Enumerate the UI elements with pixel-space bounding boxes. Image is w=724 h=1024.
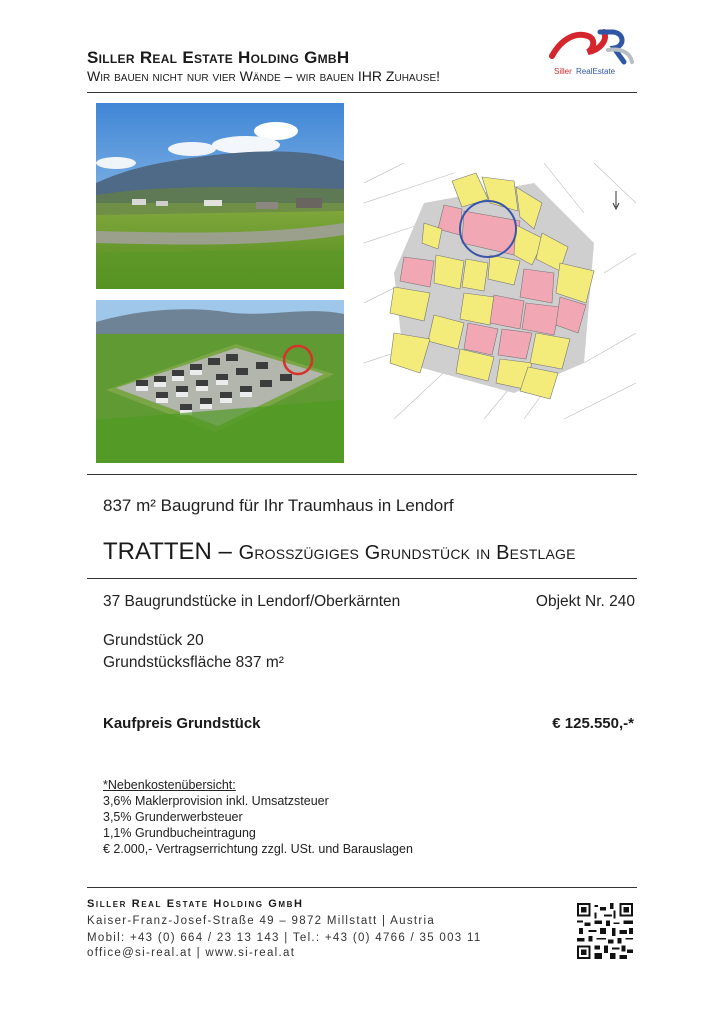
price-value: € 125.550,-* — [552, 715, 634, 732]
slogan-part-c: Zuhause! — [382, 68, 441, 84]
plot-number: Grundstück 20 — [103, 632, 204, 649]
slogan-part-a: Wir bauen nicht nur vier Wände – wir bauen — [87, 68, 358, 84]
site-plan — [364, 163, 636, 419]
siller-logo — [548, 26, 638, 80]
company-name-text: Siller Real Estate Holding GmbH — [87, 48, 350, 67]
logo-text-b: RealEstate — [576, 67, 616, 76]
settlement-rendering — [96, 300, 344, 463]
headline-sep: – — [211, 538, 239, 565]
header-divider — [87, 92, 637, 93]
object-number: Objekt Nr. 240 — [535, 593, 635, 610]
plot-area: Grundstücksfläche 837 m² — [103, 654, 284, 671]
footer-phone: Mobil: +43 (0) 664 / 23 13 143 | Tel.: +43 (0) 4766 / 35 003 11 — [87, 932, 482, 944]
listing-headline — [103, 538, 576, 566]
footer-web[interactable]: office@si-real.at | www.si-real.at — [87, 947, 296, 959]
footer-address: Kaiser-Franz-Josef-Straße 49 – 9872 Millstatt | Austria — [87, 915, 436, 927]
cost-item: 1,1% Grundbucheintragung — [103, 826, 256, 840]
cost-item: 3,5% Grunderwerbsteuer — [103, 810, 243, 824]
image-divider — [87, 474, 637, 475]
additional-costs — [103, 777, 413, 857]
logo-text-a: Siller — [554, 67, 572, 76]
footer-company: Siller Real Estate Holding GmbH — [87, 898, 304, 910]
cost-item: 3,6% Maklerprovision inkl. Umsatzsteuer — [103, 794, 329, 808]
cost-item: € 2.000,- Vertragserrichtung zzgl. USt. und Barauslagen — [103, 842, 413, 856]
slogan-part-b: IHR — [357, 68, 383, 84]
logo-red-swoosh — [552, 32, 605, 56]
listing-subtitle: 837 m² Baugrund für Ihr Traumhaus in Lendorf — [103, 496, 454, 515]
costs-heading: *Nebenkostenübersicht: — [103, 778, 236, 792]
landscape-photo — [96, 103, 344, 289]
headline-rest: Großzügiges Grundstück in Bestlage — [238, 542, 576, 564]
footer-divider — [87, 887, 637, 888]
slogan — [87, 68, 440, 84]
qr-code-icon — [577, 903, 633, 959]
price-label: Kaufpreis Grundstück — [103, 715, 261, 732]
company-name — [87, 48, 349, 68]
headline-divider — [87, 578, 637, 579]
lots-info: 37 Baugrundstücke in Lendorf/Oberkärnten — [103, 593, 401, 610]
headline-main: TRATTEN — [103, 538, 212, 565]
